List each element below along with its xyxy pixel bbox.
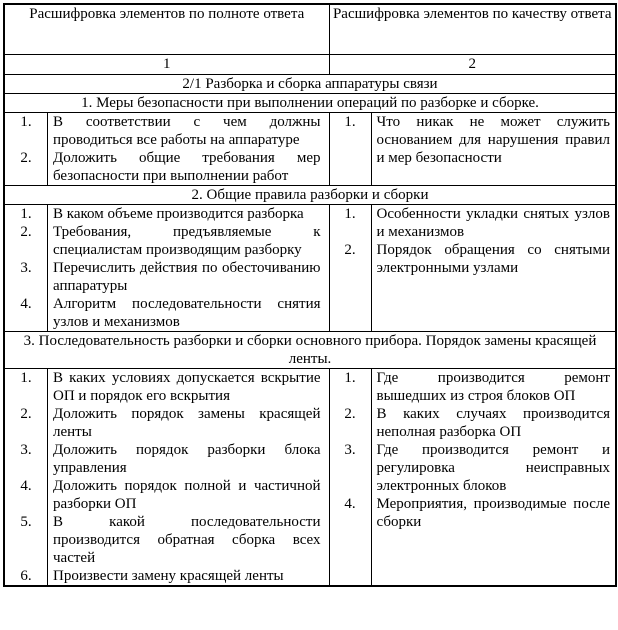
- column-number-2: 2: [329, 55, 616, 75]
- item-number: 4.: [344, 496, 356, 512]
- content-cell-left: [4, 205, 329, 332]
- column-number-row: [4, 55, 616, 75]
- item-text: Алгоритм последовательности снятия узлов и механизмов: [53, 296, 321, 330]
- item-text: Порядок обращения со снятыми электронными узлами: [376, 242, 610, 276]
- list-item: [330, 113, 616, 167]
- section-title: 1. Меры безопасности при выполнении операций по разборке и сборке.: [4, 94, 616, 113]
- section-content-row-1: [4, 113, 616, 186]
- item-number: 1.: [344, 370, 356, 386]
- item-text: Перечислить действия по обесточиванию аппаратуры: [53, 260, 321, 294]
- item-text: Мероприятия, производимые после сборки: [376, 496, 610, 530]
- item-number: 1.: [20, 370, 32, 386]
- list-item: [330, 241, 616, 277]
- item-number: 4.: [20, 296, 32, 312]
- item-text: Особенности укладки снятых узлов и механизмов: [376, 206, 610, 240]
- section-content-row-3: [4, 369, 616, 587]
- topic-row: [4, 75, 616, 94]
- answers-decode-table: [3, 3, 617, 587]
- item-text: Произвести замену красящей ленты: [53, 568, 284, 584]
- section-title-row-2: [4, 186, 616, 205]
- list-item: [5, 567, 329, 585]
- item-number: 1.: [344, 114, 356, 130]
- list-item: [330, 369, 616, 405]
- list-item: [330, 405, 616, 441]
- item-number: 4.: [20, 478, 32, 494]
- section-title: 2. Общие правила разборки и сборки: [4, 186, 616, 205]
- item-text: Что никак не может служить основанием для нарушения правил и мер безопасности: [376, 114, 610, 166]
- list-item: [330, 205, 616, 241]
- item-number: 3.: [20, 260, 32, 276]
- item-text: Доложить порядок замены красящей ленты: [53, 406, 321, 440]
- topic-title: 2/1 Разборка и сборка аппаратуры связи: [4, 75, 616, 94]
- list-item: [5, 205, 329, 223]
- table-header-rows: [4, 4, 616, 94]
- item-text: В каком объеме производится разборка: [53, 206, 304, 222]
- list-item: [5, 113, 329, 149]
- content-cell-right: [329, 369, 616, 587]
- item-text: Доложить порядок полной и частичной разборки ОП: [53, 478, 321, 512]
- list-item: [330, 441, 616, 495]
- item-number: 2.: [20, 406, 32, 422]
- item-number: 2.: [344, 242, 356, 258]
- item-text: В каких условиях допускается вскрытие ОП и порядок его вскрытия: [53, 370, 321, 404]
- item-number: 3.: [20, 442, 32, 458]
- section-title-row-1: [4, 94, 616, 113]
- item-number: 3.: [344, 442, 356, 458]
- item-text: Доложить общие требования мер безопасности при выполнении работ: [53, 150, 321, 184]
- list-item: [5, 259, 329, 295]
- item-text: Где производится ремонт и регулировка неисправных электронных блоков: [376, 442, 610, 494]
- header-row: [4, 4, 616, 55]
- list-item: [5, 295, 329, 331]
- item-number: 6.: [20, 568, 32, 584]
- item-text: Доложить порядок разборки блока управления: [53, 442, 321, 476]
- content-cell-left: [4, 369, 329, 587]
- list-item: [5, 149, 329, 185]
- content-cell-right: [329, 113, 616, 186]
- item-number: 2.: [20, 224, 32, 240]
- item-text: В соответствии с чем должны проводиться все работы на аппаратуре: [53, 114, 321, 148]
- item-number: 5.: [20, 514, 32, 530]
- item-number: 2.: [20, 150, 32, 166]
- list-item: [5, 477, 329, 513]
- item-text: Где производится ремонт вышедших из строя блоков ОП: [376, 370, 610, 404]
- section-title-row-3: [4, 332, 616, 369]
- header-col-completeness: Расшифровка элементов по полноте ответа: [4, 4, 329, 55]
- item-text: В каких случаях производится неполная разборка ОП: [376, 406, 610, 440]
- item-number: 2.: [344, 406, 356, 422]
- column-number-1: 1: [4, 55, 329, 75]
- item-number: 1.: [20, 114, 32, 130]
- content-cell-left: [4, 113, 329, 186]
- item-number: 1.: [20, 206, 32, 222]
- item-text: В какой последовательности производится обратная сборка всех частей: [53, 514, 321, 566]
- item-number: 1.: [344, 206, 356, 222]
- header-col-quality: Расшифровка элементов по качеству ответа: [329, 4, 616, 55]
- list-item: [5, 223, 329, 259]
- list-item: [5, 441, 329, 477]
- list-item: [5, 513, 329, 567]
- section-content-row-2: [4, 205, 616, 332]
- table-section-rows: [4, 94, 616, 587]
- section-title: 3. Последовательность разборки и сборки основного прибора. Порядок замены красящей ленты.: [4, 332, 616, 369]
- list-item: [5, 369, 329, 405]
- list-item: [330, 495, 616, 531]
- item-text: Требования, предъявляемые к специалистам производящим разборку: [53, 224, 321, 258]
- list-item: [5, 405, 329, 441]
- content-cell-right: [329, 205, 616, 332]
